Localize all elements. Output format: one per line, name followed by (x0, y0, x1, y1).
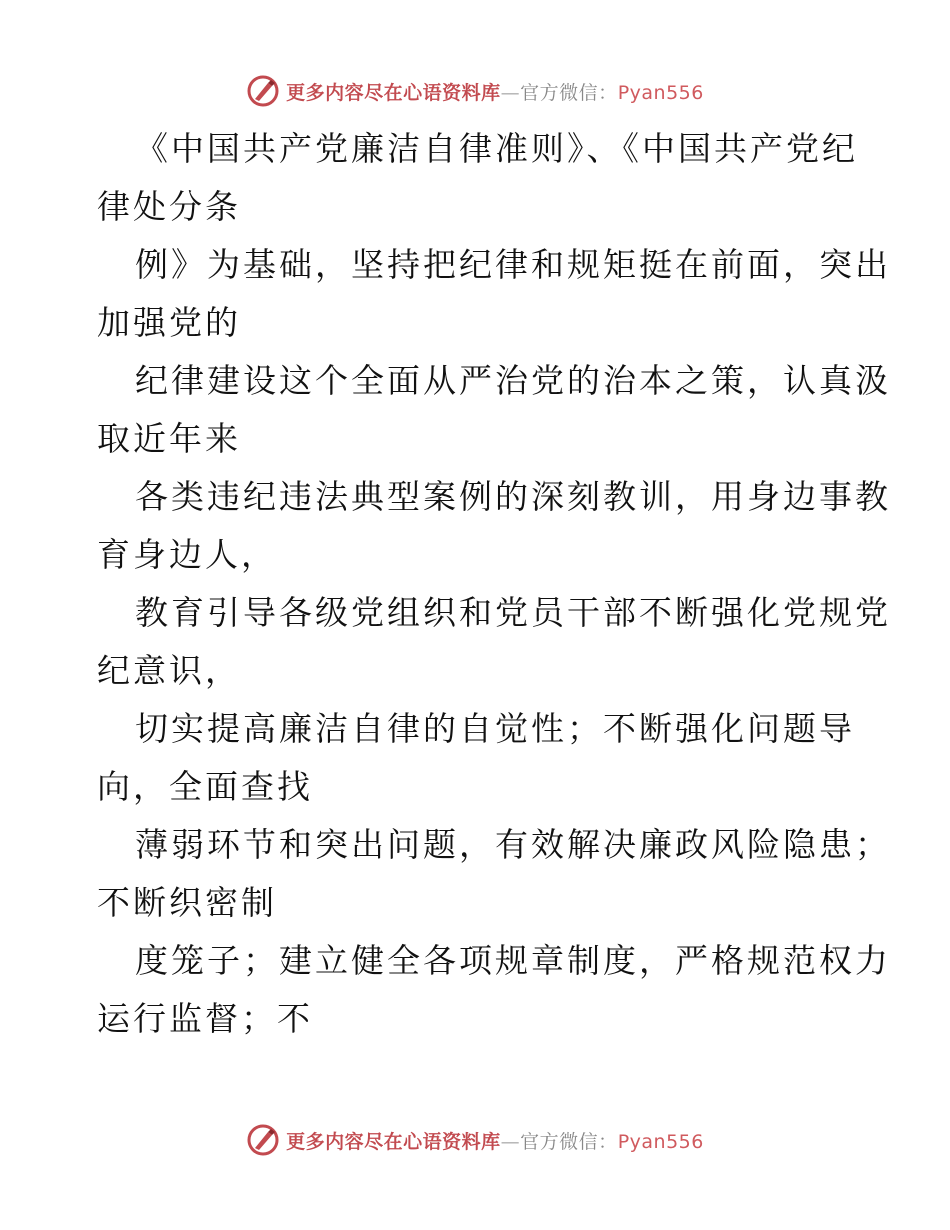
text-line: 例》为基础，坚持把纪律和规矩挺在前面，突出 (135, 245, 891, 284)
text-line: 向，全面查找 (97, 767, 313, 806)
text-line: 育身边人， (97, 535, 277, 574)
header-wechat-id: Pyan556 (617, 81, 704, 104)
text-line: 纪意识， (97, 651, 241, 690)
text-line: 取近年来 (97, 419, 241, 458)
text-line: 纪律建设这个全面从严治党的治本之策，认真汲 (135, 361, 891, 400)
text-line: 薄弱环节和突出问题，有效解决廉政风险隐患； (135, 825, 891, 864)
footer-text (286, 1127, 704, 1154)
text-line: 切实提高廉洁自律的自觉性；不断强化问题导 (135, 709, 855, 748)
text-line: 律处分条 (97, 187, 241, 226)
text-line: 《中国共产党廉洁自律准则》、《中国共产党纪 (135, 129, 858, 168)
pen-circle-logo-icon (246, 1123, 280, 1157)
pen-circle-logo-icon (246, 74, 280, 108)
footer-wechat-id: Pyan556 (617, 1130, 704, 1153)
header-watermark (0, 71, 950, 111)
header-dash: — (500, 81, 521, 104)
text-line: 各类违纪违法典型案例的深刻教训，用身边事教 (135, 477, 891, 516)
header-official-label: 官方微信： (520, 81, 618, 104)
footer-watermark (0, 1120, 950, 1160)
text-line: 运行监督；不 (97, 999, 313, 1038)
footer-brand: 更多内容尽在心语资料库 (286, 1130, 501, 1153)
document-body (97, 120, 891, 1048)
header-text (286, 78, 704, 105)
text-line: 度笼子；建立健全各项规章制度，严格规范权力 (135, 941, 891, 980)
text-line: 教育引导各级党组织和党员干部不断强化党规党 (135, 593, 891, 632)
text-line: 加强党的 (97, 303, 241, 342)
header-brand: 更多内容尽在心语资料库 (286, 81, 501, 104)
footer-official-label: 官方微信： (520, 1130, 618, 1153)
footer-dash: — (500, 1130, 521, 1153)
text-line: 不断织密制 (97, 883, 277, 922)
